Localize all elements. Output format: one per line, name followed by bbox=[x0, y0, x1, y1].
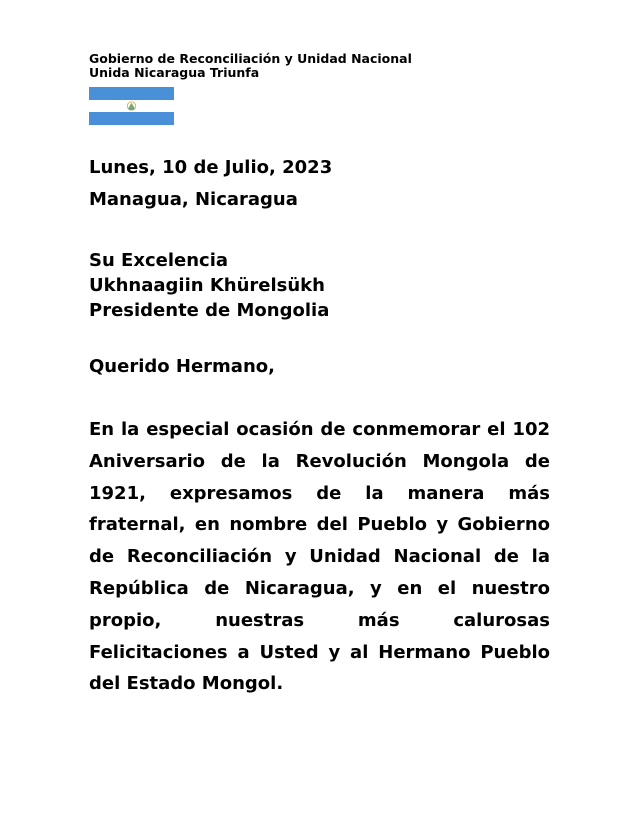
letter-body: En la especial ocasión de conmemorar el 102 Aniversario de la Revolución Mongola de 1921, expresamos de la manera más fraternal, en nombre del Pueblo y Gobierno de Reconciliación y Unidad Nacional de la República de Nicaragua, y en el nuestro propio, nuestras más calurosas Felicitaciones a Usted y al Hermano Pueblo del Estado Mongol. bbox=[89, 419, 550, 695]
nicaragua-flag-icon bbox=[89, 87, 174, 125]
flag-top-stripe bbox=[89, 87, 174, 100]
flag-bottom-stripe bbox=[89, 112, 174, 125]
letter-salutation: Querido Hermano, bbox=[89, 356, 275, 377]
letter-place: Managua, Nicaragua bbox=[89, 189, 298, 210]
letter-date: Lunes, 10 de Julio, 2023 bbox=[89, 157, 333, 178]
recipient-honorific: Su Excelencia bbox=[89, 250, 229, 271]
organization-name: Gobierno de Reconciliación y Unidad Nacional bbox=[89, 51, 412, 66]
recipient-name: Ukhnaagiin Khürelsükh bbox=[89, 275, 325, 296]
recipient-title: Presidente de Mongolia bbox=[89, 300, 330, 321]
organization-motto: Unida Nicaragua Triunfa bbox=[89, 65, 260, 80]
